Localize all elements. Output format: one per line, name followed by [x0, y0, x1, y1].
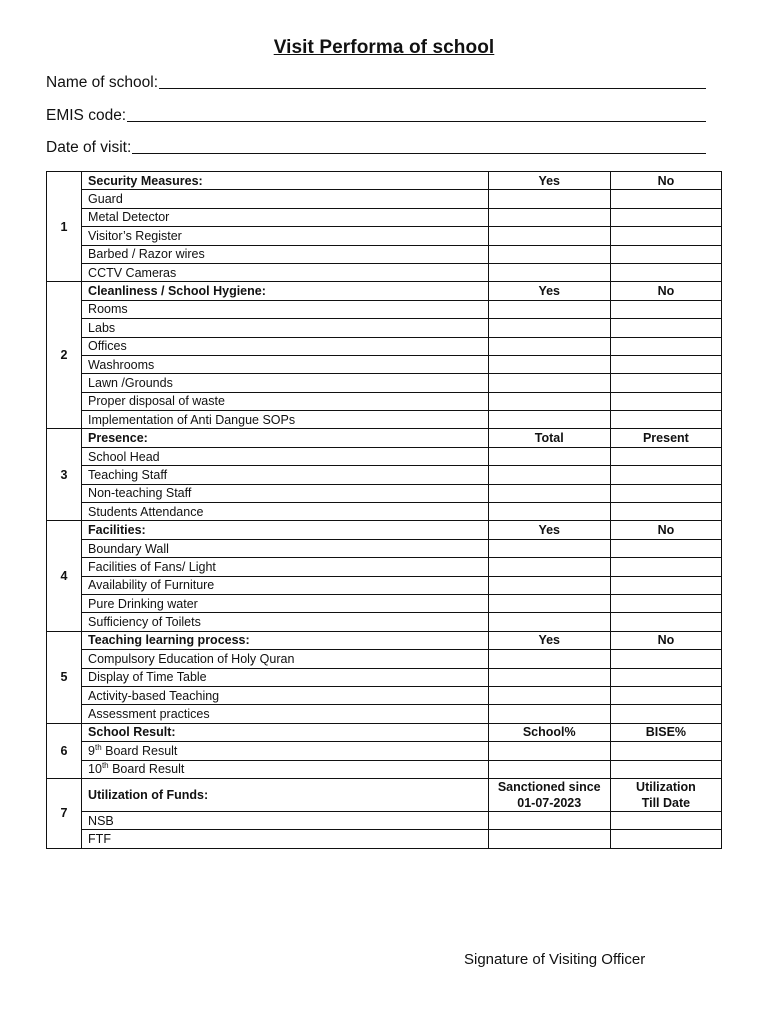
column-header-line: 01-07-2023 — [517, 795, 582, 810]
item-label: Labs — [82, 319, 489, 337]
item-label: Rooms — [82, 300, 489, 318]
name-of-school-label: Name of school: — [46, 74, 158, 91]
column-header-line: Utilization — [636, 779, 696, 794]
date-of-visit-label: Date of visit: — [46, 139, 132, 156]
item-label: Guard — [82, 190, 489, 208]
column-header: Yes — [488, 631, 610, 649]
section-number: 2 — [47, 282, 82, 429]
table-row — [47, 576, 722, 594]
column-header: No — [610, 631, 721, 649]
answer-cell[interactable] — [488, 576, 610, 594]
table-row — [47, 830, 722, 848]
answer-cell[interactable] — [610, 190, 721, 208]
table-row — [47, 337, 722, 355]
item-label: Facilities of Fans/ Light — [82, 558, 489, 576]
date-of-visit-field[interactable] — [46, 139, 706, 157]
signature-label: Signature of Visiting Officer — [464, 951, 646, 968]
answer-cell[interactable] — [610, 503, 721, 521]
answer-cell[interactable] — [610, 411, 721, 429]
table-row — [47, 503, 722, 521]
answer-cell[interactable] — [488, 392, 610, 410]
section-header-row — [47, 172, 722, 190]
item-label: Boundary Wall — [82, 539, 489, 557]
answer-cell[interactable] — [610, 668, 721, 686]
table-row — [47, 539, 722, 557]
table-row — [47, 319, 722, 337]
answer-cell[interactable] — [610, 484, 721, 502]
answer-cell[interactable] — [488, 355, 610, 373]
answer-cell[interactable] — [488, 503, 610, 521]
answer-cell[interactable] — [610, 355, 721, 373]
table-row — [47, 668, 722, 686]
page-title: Visit Performa of school — [273, 37, 495, 58]
item-label: Barbed / Razor wires — [82, 245, 489, 263]
answer-cell[interactable] — [488, 650, 610, 668]
section-number: 1 — [47, 172, 82, 282]
column-header: No — [610, 172, 721, 190]
column-header: No — [610, 521, 721, 539]
ordinal-suffix: th — [95, 742, 102, 752]
table-row — [47, 263, 722, 281]
section-number: 5 — [47, 631, 82, 723]
column-header: Yes — [488, 521, 610, 539]
item-label: Compulsory Education of Holy Quran — [82, 650, 489, 668]
answer-cell[interactable] — [610, 245, 721, 263]
date-of-visit-line[interactable] — [132, 152, 706, 154]
answer-cell[interactable] — [610, 705, 721, 723]
answer-cell[interactable] — [488, 466, 610, 484]
column-header: Present — [610, 429, 721, 447]
answer-cell[interactable] — [488, 686, 610, 704]
name-of-school-line[interactable] — [159, 87, 706, 89]
item-label: Lawn /Grounds — [82, 374, 489, 392]
column-header: Yes — [488, 282, 610, 300]
table-row — [47, 811, 722, 829]
section-heading: Security Measures: — [82, 172, 489, 190]
section-number: 6 — [47, 723, 82, 778]
item-label: Visitor’s Register — [82, 227, 489, 245]
item-label: Offices — [82, 337, 489, 355]
answer-cell[interactable] — [610, 594, 721, 612]
answer-cell[interactable] — [488, 337, 610, 355]
answer-cell[interactable] — [488, 613, 610, 631]
item-label: Display of Time Table — [82, 668, 489, 686]
emis-code-field[interactable] — [46, 107, 706, 125]
item-label: Non-teaching Staff — [82, 484, 489, 502]
answer-cell[interactable] — [488, 484, 610, 502]
column-header — [610, 778, 721, 811]
column-header — [488, 778, 610, 811]
answer-cell[interactable] — [610, 742, 721, 760]
answer-cell[interactable] — [488, 300, 610, 318]
table-row — [47, 392, 722, 410]
item-label: Availability of Furniture — [82, 576, 489, 594]
table-row — [47, 447, 722, 465]
column-header-line: Till Date — [641, 795, 691, 810]
answer-cell[interactable] — [610, 337, 721, 355]
table-row — [47, 466, 722, 484]
section-heading: Facilities: — [82, 521, 489, 539]
column-header: BISE% — [610, 723, 721, 741]
table-row — [47, 742, 722, 760]
section-heading: Presence: — [82, 429, 489, 447]
table-row — [47, 190, 722, 208]
table-row — [47, 705, 722, 723]
section-header-row — [47, 282, 722, 300]
emis-code-label: EMIS code: — [46, 107, 127, 124]
answer-cell[interactable] — [610, 613, 721, 631]
item-label: Sufficiency of Toilets — [82, 613, 489, 631]
answer-cell[interactable] — [488, 811, 610, 829]
answer-cell[interactable] — [610, 576, 721, 594]
answer-cell[interactable] — [488, 447, 610, 465]
item-label: Implementation of Anti Dangue SOPs — [82, 411, 489, 429]
answer-cell[interactable] — [610, 392, 721, 410]
table-row — [47, 760, 722, 778]
item-label — [82, 760, 489, 778]
ordinal-suffix: th — [101, 761, 109, 771]
answer-cell[interactable] — [610, 374, 721, 392]
answer-cell[interactable] — [610, 208, 721, 226]
answer-cell[interactable] — [488, 594, 610, 612]
item-label: Pure Drinking water — [82, 594, 489, 612]
item-label: Washrooms — [82, 355, 489, 373]
section-header-row — [47, 429, 722, 447]
section-header-row — [47, 631, 722, 649]
answer-cell[interactable] — [488, 245, 610, 263]
table-row — [47, 227, 722, 245]
item-label: Proper disposal of waste — [82, 392, 489, 410]
table-row — [47, 374, 722, 392]
answer-cell[interactable] — [488, 227, 610, 245]
answer-cell[interactable] — [488, 760, 610, 778]
section-heading: Cleanliness / School Hygiene: — [82, 282, 489, 300]
answer-cell[interactable] — [610, 447, 721, 465]
answer-cell[interactable] — [488, 668, 610, 686]
section-header-row — [47, 723, 722, 741]
grade-number: 9 — [88, 743, 95, 758]
answer-cell[interactable] — [488, 705, 610, 723]
table-row — [47, 300, 722, 318]
answer-cell[interactable] — [610, 300, 721, 318]
table-row — [47, 411, 722, 429]
item-text: Board Result — [101, 743, 178, 758]
name-of-school-field[interactable] — [46, 74, 706, 92]
section-number: 4 — [47, 521, 82, 631]
answer-cell[interactable] — [488, 263, 610, 281]
table-row — [47, 355, 722, 373]
answer-cell[interactable] — [488, 411, 610, 429]
table-row — [47, 650, 722, 668]
section-header-row — [47, 521, 722, 539]
answer-cell[interactable] — [488, 742, 610, 760]
section-number: 3 — [47, 429, 82, 521]
column-header: School% — [488, 723, 610, 741]
item-label: Students Attendance — [82, 503, 489, 521]
table-row — [47, 484, 722, 502]
answer-cell[interactable] — [610, 830, 721, 848]
table-row — [47, 208, 722, 226]
item-label: Metal Detector — [82, 208, 489, 226]
answer-cell[interactable] — [610, 558, 721, 576]
section-heading: School Result: — [82, 723, 489, 741]
item-label: NSB — [82, 811, 489, 829]
answer-cell[interactable] — [488, 319, 610, 337]
item-label: FTF — [82, 830, 489, 848]
table-row — [47, 613, 722, 631]
section-number: 7 — [47, 778, 82, 848]
answer-cell[interactable] — [610, 466, 721, 484]
item-label — [82, 742, 489, 760]
visit-table — [46, 171, 722, 849]
answer-cell[interactable] — [610, 650, 721, 668]
answer-cell[interactable] — [488, 374, 610, 392]
answer-cell[interactable] — [610, 263, 721, 281]
answer-cell[interactable] — [610, 686, 721, 704]
item-label: Teaching Staff — [82, 466, 489, 484]
emis-code-line[interactable] — [127, 120, 706, 122]
grade-number: 10 — [88, 762, 102, 777]
table-row — [47, 594, 722, 612]
answer-cell[interactable] — [610, 227, 721, 245]
table-row — [47, 558, 722, 576]
answer-cell[interactable] — [488, 539, 610, 557]
answer-cell[interactable] — [488, 830, 610, 848]
section-header-row — [47, 778, 722, 811]
answer-cell[interactable] — [488, 558, 610, 576]
column-header-line: Sanctioned since — [497, 779, 601, 794]
section-heading: Teaching learning process: — [82, 631, 489, 649]
item-label: Activity-based Teaching — [82, 686, 489, 704]
item-label: School Head — [82, 447, 489, 465]
section-heading: Utilization of Funds: — [82, 778, 489, 811]
item-label: CCTV Cameras — [82, 263, 489, 281]
answer-cell[interactable] — [610, 319, 721, 337]
table-row — [47, 245, 722, 263]
column-header: Yes — [488, 172, 610, 190]
item-label: Assessment practices — [82, 705, 489, 723]
column-header: Total — [488, 429, 610, 447]
answer-cell[interactable] — [610, 811, 721, 829]
item-text: Board Result — [108, 762, 185, 777]
table-row — [47, 686, 722, 704]
answer-cell[interactable] — [488, 190, 610, 208]
answer-cell[interactable] — [610, 539, 721, 557]
answer-cell[interactable] — [488, 208, 610, 226]
column-header: No — [610, 282, 721, 300]
answer-cell[interactable] — [610, 760, 721, 778]
